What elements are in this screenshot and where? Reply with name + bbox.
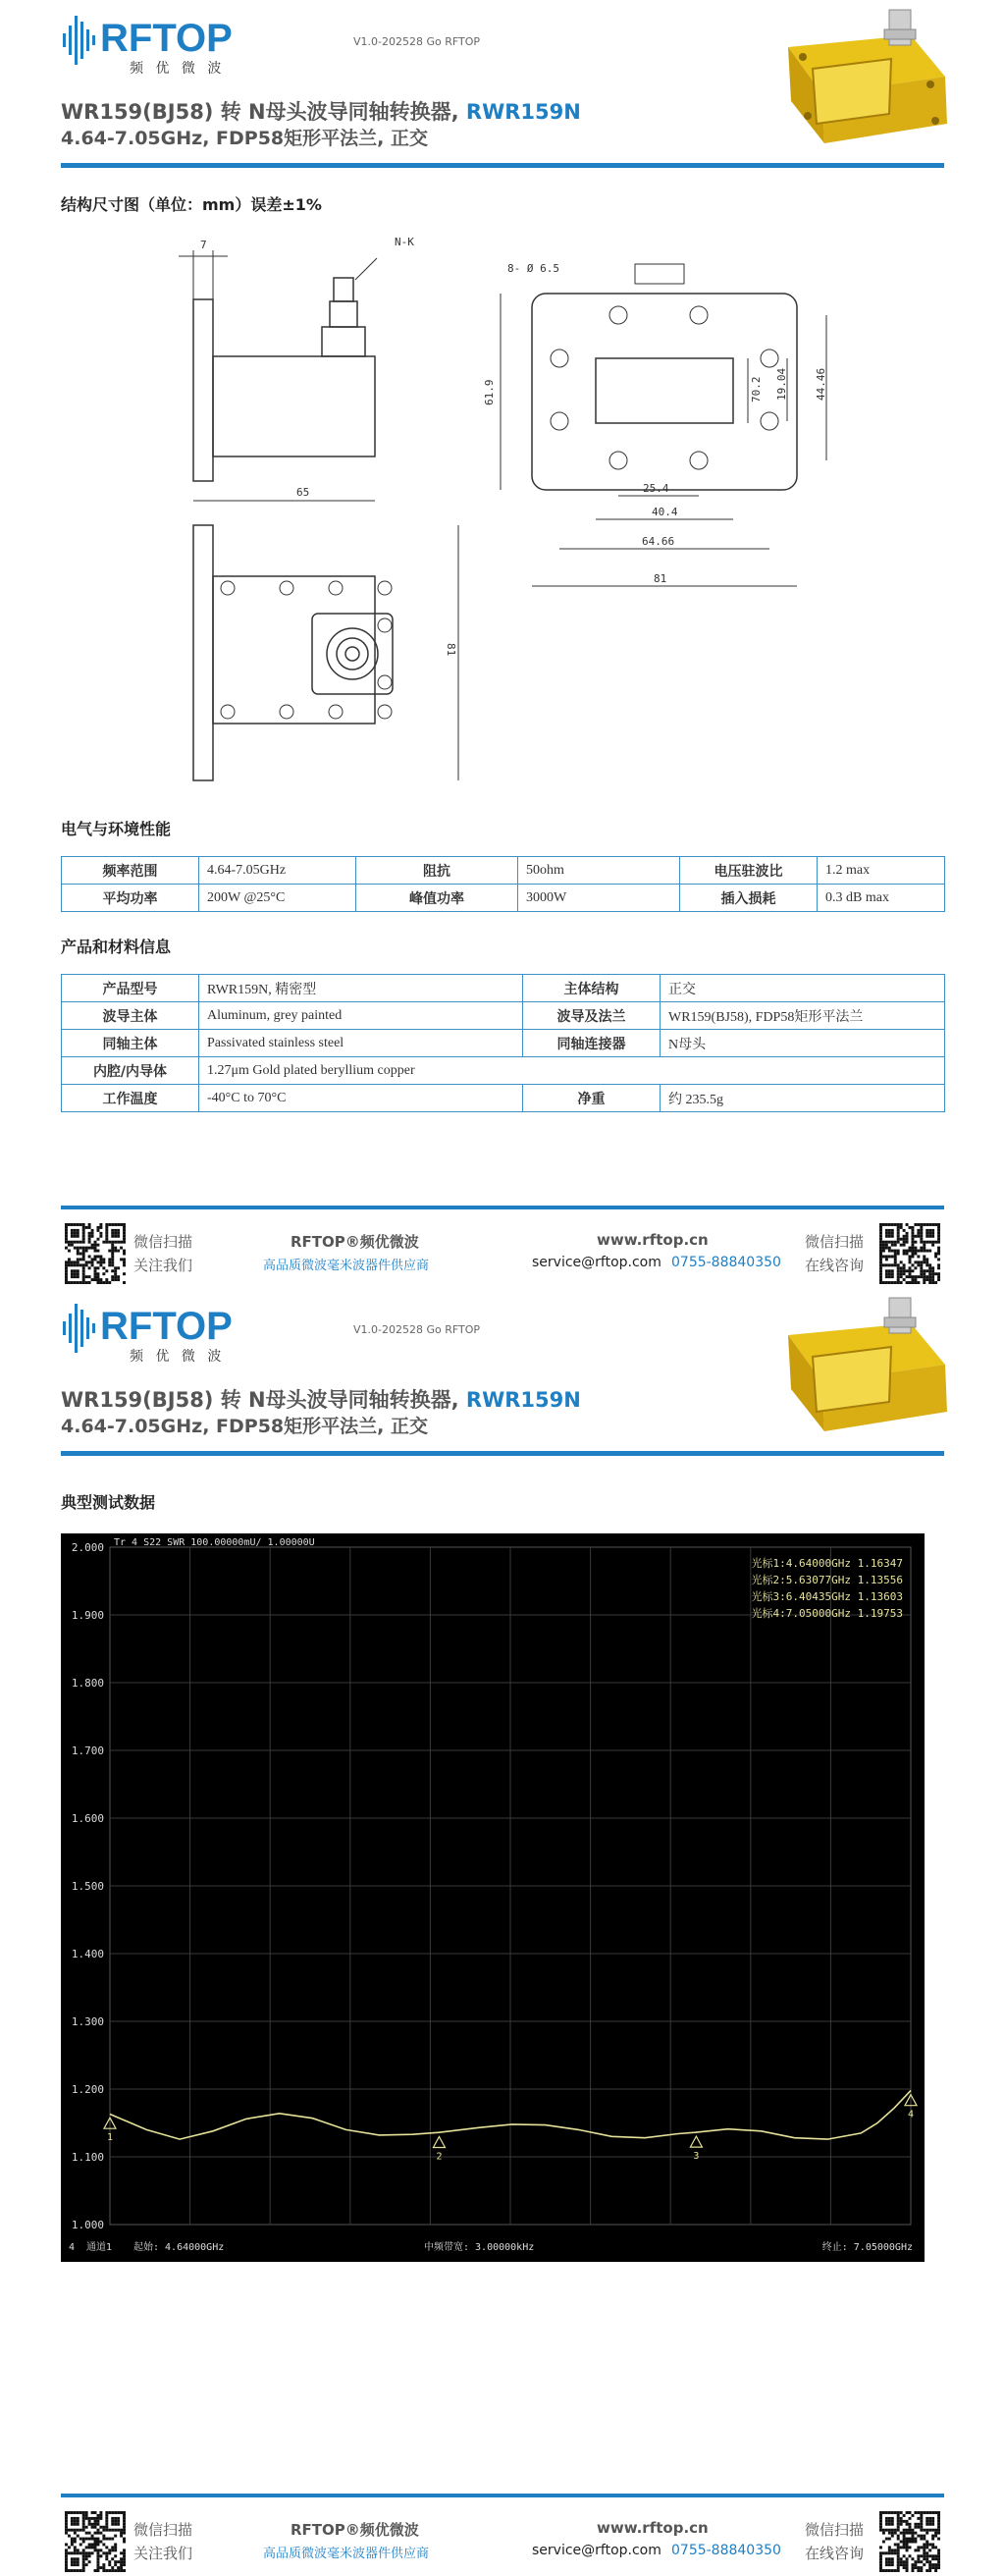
svg-text:44.46: 44.46	[815, 367, 827, 401]
dimension-drawing	[61, 221, 944, 790]
phone-number: 0755-88840350	[671, 2543, 781, 2558]
version-label: V1.0-202528 Go RFTOP	[353, 35, 481, 48]
y-tick-label: 1.700	[71, 1744, 104, 1757]
table-row: 同轴主体 Passivated stainless steel 同轴连接器 N母头	[62, 1030, 945, 1057]
ifbw: 中频带宽: 3.00000kHz	[424, 2242, 535, 2253]
svg-text:40.4: 40.4	[652, 506, 678, 518]
consult-qr-code[interactable]	[879, 1223, 940, 1284]
table-row: 波导主体 Aluminum, grey painted 波导及法兰 WR159(BJ58), FDP58矩形平法兰	[62, 1002, 945, 1030]
svg-text:频 优 微 波: 频 优 微 波	[130, 61, 226, 77]
y-tick-label: 1.900	[71, 1609, 104, 1622]
svg-text:RFTOP: RFTOP	[100, 17, 233, 60]
table-row: 工作温度 -40°C to 70°C 净重 约 235.5g	[62, 1085, 945, 1112]
footer-rule	[61, 2494, 944, 2497]
svg-text:N-K: N-K	[395, 236, 414, 248]
email-link[interactable]: service@rftop.com	[532, 1255, 661, 1270]
svg-text:8- Ø 6.5: 8- Ø 6.5	[507, 262, 559, 275]
model-number: RWR159N	[465, 1388, 581, 1412]
version-label: V1.0-202528 Go RFTOP	[353, 1323, 481, 1336]
swr-chart	[61, 1533, 925, 2262]
svg-text:70.2: 70.2	[750, 376, 763, 402]
table-row: 内腔/内导体 1.27μm Gold plated beryllium copper	[62, 1057, 945, 1085]
svg-text:64.66: 64.66	[642, 535, 675, 548]
svg-text:65: 65	[296, 486, 310, 499]
product-image	[773, 1296, 955, 1438]
marker-id: 4	[908, 2109, 915, 2120]
materials-heading: 产品和材料信息	[61, 938, 172, 956]
page-2: RFTOP 频 优 微 波 V1.0-202528 Go RFTOP WR159(BJ58) 转 N母头波导同轴转换器, RWR159N 4.64-7.05GHz, FDP58矩形平法兰, 正交 典型测试数据 微信扫描 关注我们 RFTOP®频优微波 高品质微波毫米波器件供应商 www.rftop.cn service@rftop.com 0755-88840350 微信扫描 在线咨询	[0, 1288, 1005, 2576]
x-end: 终止: 7.05000GHz	[821, 2242, 913, 2253]
flange-side	[193, 299, 213, 481]
materials-table	[61, 974, 945, 1112]
y-tick-label: 1.300	[71, 2015, 104, 2028]
trace-header: Tr 4 S22 SWR 100.00000mU/ 1.00000U	[114, 1537, 315, 1548]
svg-text:25.4: 25.4	[643, 482, 669, 495]
product-subtitle: 4.64-7.05GHz, FDP58矩形平法兰, 正交	[61, 1416, 428, 1437]
footer-rule	[61, 1206, 944, 1209]
header-rule	[61, 163, 944, 168]
website-link[interactable]: www.rftop.cn	[597, 2519, 709, 2537]
svg-text:7: 7	[200, 239, 207, 251]
table-row: 产品型号 RWR159N, 精密型 主体结构 正交	[62, 975, 945, 1002]
consult-qr-code[interactable]	[879, 2511, 940, 2572]
marker-2	[433, 2136, 445, 2147]
page-1: RFTOP 频 优 微 波 V1.0-202528 Go RFTOP WR159(BJ58) 转 N母头波导同轴转换器, RWR159N 4.64-7.05GHz, FDP58矩形平法兰, 正交 结构尺寸图（单位：mm）误差±1% N-K 7 65 8- Ø 6.5 61.9 70.2 19.04 44.46 25.4 40.4 64.66 81 81 电气与环境性能 频率范围 4.64-7.05GHz 阻抗 50ohm 电压驻波比 1.2 max 平均功率 200W @25°C 峰值功率 3000W 插入损耗 0.3 dB max 产品和材料信息 产品型号 RWR159N, 精密型 主体结构 正交 波导主体 Aluminum, grey painted 波导及法兰 WR159(BJ58), FDP58矩形平法兰 同轴主体 Passivated stainless steel 同轴连接器 N母头 内腔/内导体 1.27μm Gold plated beryllium copper 工作温度 -40°C to 70°C 净重 约 235.5g 微信扫描 关注我们 RFTOP®频优微波 高品质微波毫米波器件供应商 www.rftop.cn service@rftop.com 0755-88840350 微信扫描 在线咨询	[0, 0, 1005, 1288]
header-rule	[61, 1451, 944, 1456]
y-tick-label: 1.200	[71, 2083, 104, 2096]
product-title: WR159(BJ58) 转 N母头波导同轴转换器, RWR159N	[61, 1388, 581, 1412]
table-row: 平均功率 200W @25°C 峰值功率 3000W 插入损耗 0.3 dB max	[62, 885, 945, 912]
marker-3	[690, 2136, 702, 2147]
rftop-logo	[61, 8, 277, 77]
table-row: 频率范围 4.64-7.05GHz 阻抗 50ohm 电压驻波比 1.2 max	[62, 857, 945, 885]
product-title: WR159(BJ58) 转 N母头波导同轴转换器, RWR159N	[61, 100, 581, 124]
y-tick-label: 1.000	[71, 2219, 104, 2231]
svg-text:频 优 微 波: 频 优 微 波	[130, 1349, 226, 1365]
svg-text:RFTOP: RFTOP	[100, 1305, 233, 1348]
model-number: RWR159N	[465, 100, 581, 124]
electrical-table	[61, 856, 945, 912]
marker-readout: 光标3:6.40435GHz 1.13603	[751, 1590, 903, 1603]
marker-id: 1	[107, 2132, 114, 2144]
channel-label: 通道1	[86, 2242, 113, 2253]
y-tick-label: 1.100	[71, 2151, 104, 2164]
product-subtitle: 4.64-7.05GHz, FDP58矩形平法兰, 正交	[61, 128, 428, 149]
channel-num: 4	[69, 2242, 76, 2253]
svg-text:81: 81	[654, 572, 667, 585]
test-heading: 典型测试数据	[61, 1493, 156, 1512]
svg-text:19.04: 19.04	[775, 367, 788, 401]
x-start: 起始: 4.64000GHz	[133, 2242, 225, 2253]
marker-readout: 光标4:7.05000GHz 1.19753	[751, 1607, 903, 1620]
svg-text:81: 81	[445, 643, 457, 657]
marker-id: 2	[436, 2151, 443, 2163]
wechat-qr-code[interactable]	[65, 1223, 126, 1284]
svg-text:61.9: 61.9	[483, 379, 496, 405]
y-tick-label: 1.600	[71, 1812, 104, 1825]
website-link[interactable]: www.rftop.cn	[597, 1231, 709, 1249]
y-tick-label: 2.000	[71, 1541, 104, 1554]
product-image	[773, 8, 955, 150]
marker-readout: 光标2:5.63077GHz 1.13556	[751, 1574, 903, 1586]
marker-id: 3	[693, 2151, 700, 2163]
marker-readout: 光标1:4.64000GHz 1.16347	[751, 1557, 903, 1570]
phone-number: 0755-88840350	[671, 1255, 781, 1270]
y-tick-label: 1.400	[71, 1948, 104, 1960]
y-tick-label: 1.800	[71, 1677, 104, 1690]
rftop-logo	[61, 1296, 277, 1365]
email-link[interactable]: service@rftop.com	[532, 2543, 661, 2558]
drawing-heading: 结构尺寸图（单位：mm）误差±1%	[61, 195, 322, 214]
electrical-heading: 电气与环境性能	[61, 820, 172, 838]
y-tick-label: 1.500	[71, 1880, 104, 1893]
wechat-qr-code[interactable]	[65, 2511, 126, 2572]
